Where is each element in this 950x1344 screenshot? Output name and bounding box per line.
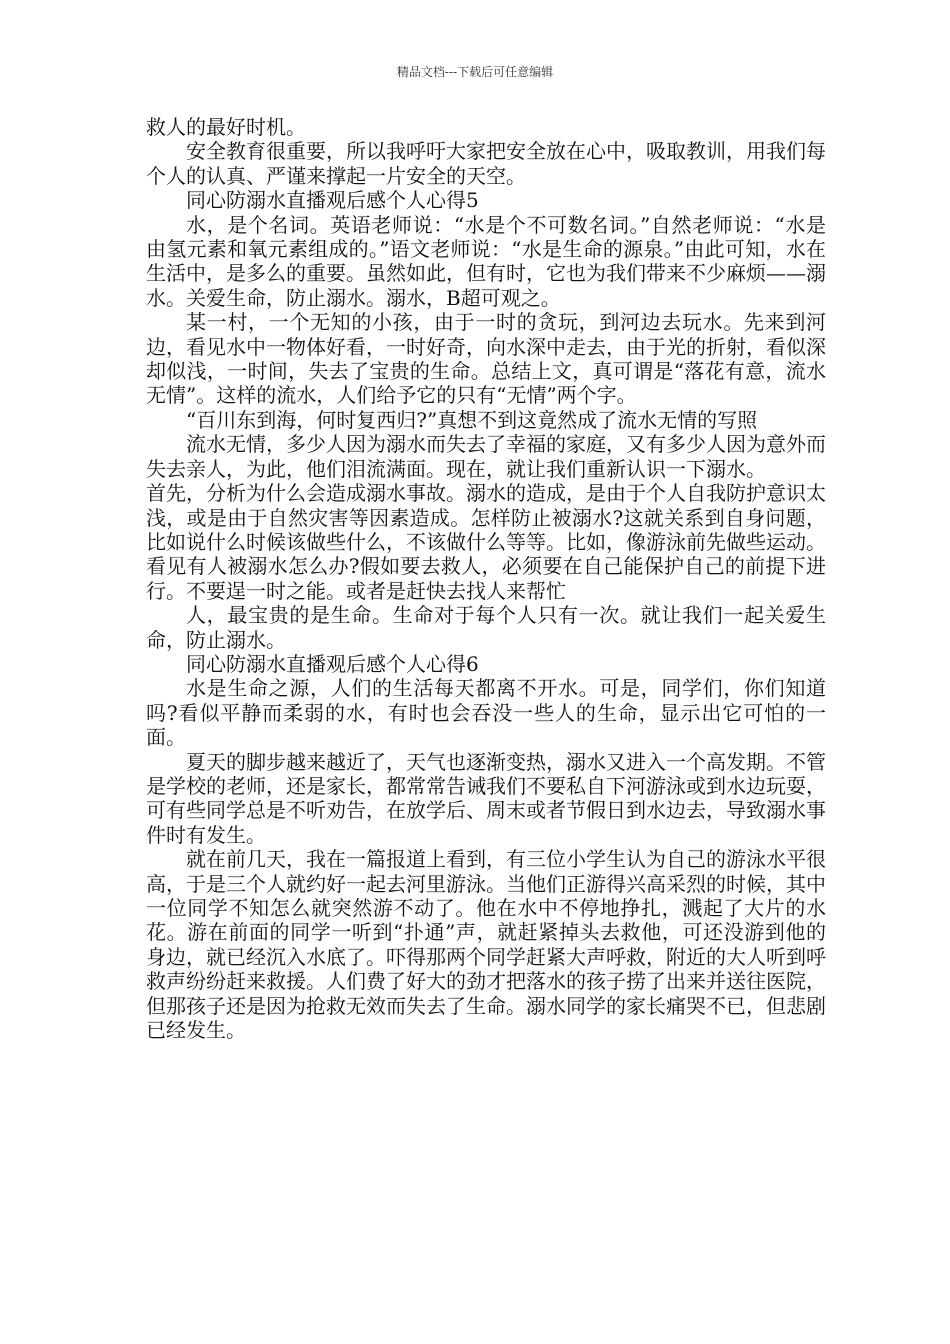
paragraph: 首先，分析为什么会造成溺水事故。溺水的造成，是由于个人自我防护意识太浅，或是由于自然灾害等因素造成。怎样防止被溺水?这就关系到自身问题，比如说什么时候该做些什么，不该做什么等等。比如，像游泳前先做些运动。看见有人被溺水怎么办?假如要去救人，必须要在自己能保护自己的前提下进行。不要逞一时之能。或者是赶快去找人来帮忙 xyxy=(146,481,826,603)
paragraph: 就在前几天，我在一篇报道上看到，有三位小学生认为自己的游泳水平很高，于是三个人就约好一起去河里游泳。当他们正游得兴高采烈的时候，其中一位同学不知怎么就突然游不动了。他在水中不停地挣扎，溅起了大片的水花。游在前面的同学一听到“扑通”声，就赶紧掉头去救他，可还没游到他的身边，就已经沉入水底了。吓得那两个同学赶紧大声呼救，附近的大人听到呼救声纷纷赶来救援。人们费了好大的劲才把落水的孩子捞了出来并送往医院，但那孩子还是因为抢救无效而失去了生命。溺水同学的家长痛哭不已，但悲剧已经发生。 xyxy=(146,847,826,1043)
paragraph: 水，是个名词。英语老师说：“水是个不可数名词。”自然老师说：“水是由氢元素和氧元素组成的。”语文老师说：“水是生命的源泉。”由此可知，水在生活中，是多么的重要。虽然如此，但有时，它也为我们带来不少麻烦——溺水。关爱生命，防止溺水。溺水，B超可观之。 xyxy=(146,212,826,310)
document-body xyxy=(146,115,826,1042)
paragraph: 夏天的脚步越来越近了，天气也逐渐变热，溺水又进入一个高发期。不管是学校的老师，还是家长，都常常告诫我们不要私自下河游泳或到水边玩耍，可有些同学总是不听劝告，在放学后、周末或者节假日到水边去，导致溺水事件时有发生。 xyxy=(146,749,826,847)
paragraph: 流水无情，多少人因为溺水而失去了幸福的家庭，又有多少人因为意外而失去亲人，为此，他们泪流满面。现在，就让我们重新认识一下溺水。 xyxy=(146,432,826,481)
page-header: 精品文档---下载后可任意编辑 xyxy=(396,65,554,79)
paragraph: 某一村，一个无知的小孩，由于一时的贪玩，到河边去玩水。先来到河边，看见水中一物体好看，一时好奇，向水深中走去，由于光的折射，看似深却似浅，一时间，失去了宝贵的生命。总结上文，真可谓是“落花有意，流水无情”。这样的流水，人们给予它的只有“无情”两个字。 xyxy=(146,310,826,408)
section-heading: 同心防溺水直播观后感个人心得6 xyxy=(186,651,479,676)
section-heading: 同心防溺水直播观后感个人心得5 xyxy=(186,188,479,213)
paragraph: 人，最宝贵的是生命。生命对于每个人只有一次。就让我们一起关爱生命，防止溺水。 xyxy=(146,603,826,652)
paragraph: “百川东到海，何时复西归?”真想不到这竟然成了流水无情的写照 xyxy=(186,407,758,432)
paragraph: 安全教育很重要，所以我呼吁大家把安全放在心中，吸取教训，用我们每个人的认真、严谨来撑起一片安全的天空。 xyxy=(146,139,826,188)
paragraph: 水是生命之源，人们的生活每天都离不开水。可是，同学们，你们知道吗?看似平静而柔弱的水，有时也会吞没一些人的生命，显示出它可怕的一面。 xyxy=(146,676,826,750)
paragraph: 救人的最好时机。 xyxy=(146,115,306,139)
